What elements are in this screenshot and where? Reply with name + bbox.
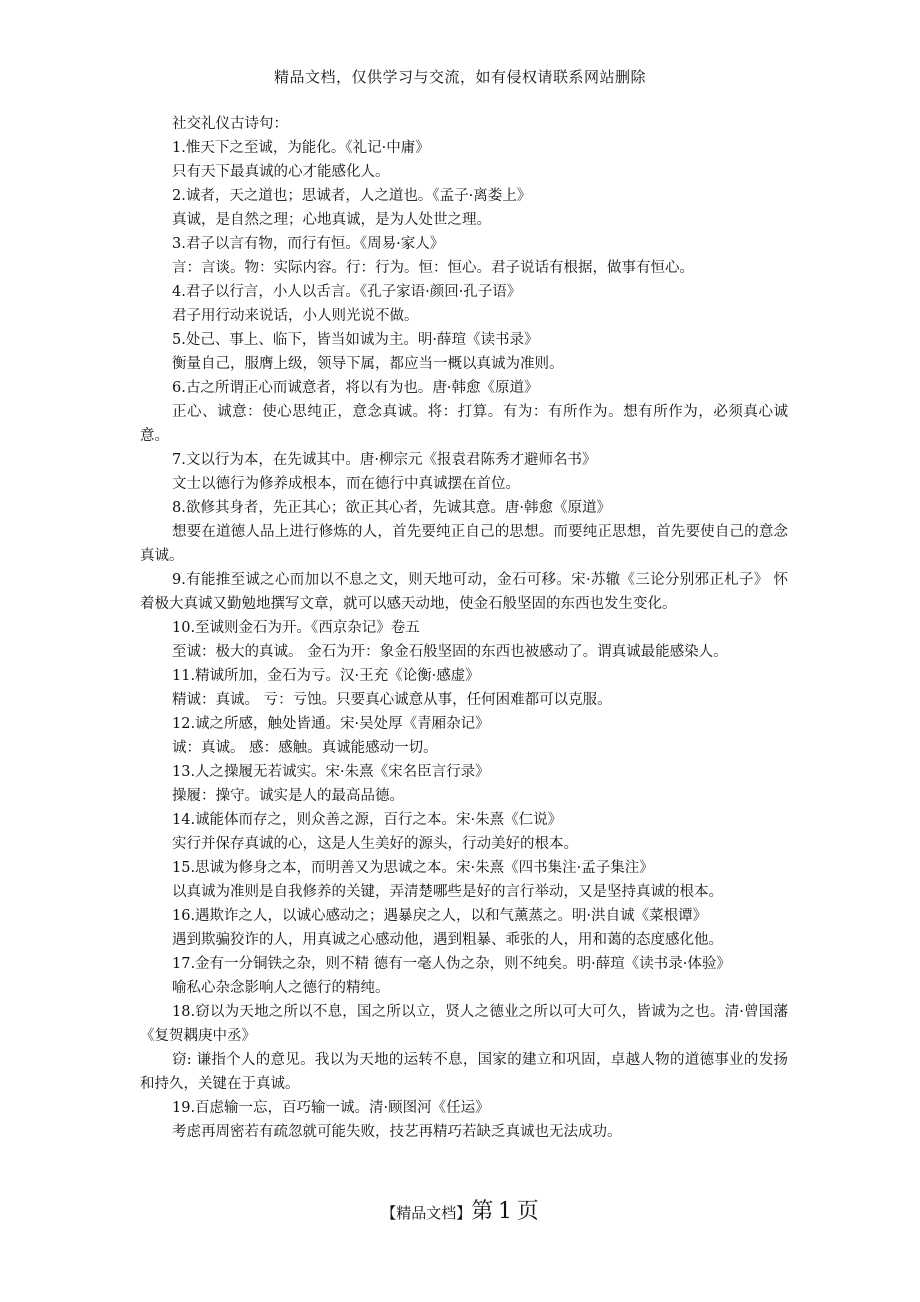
page-footer xyxy=(0,1194,920,1225)
quote-line: 11.精诚所加，金石为亏。汉·王充《论衡·感虚》 xyxy=(172,668,480,684)
quote-line: 8.欲修其身者，先正其心；欲正其心者，先诚其意。唐·韩愈《原道》 xyxy=(172,500,611,516)
explanation-line: 君子用行动来说话，小人则光说不做。 xyxy=(172,308,419,324)
quote-line: 16.遇欺诈之人，以诚心感动之；遇暴戾之人，以和气薰蒸之。明·洪自诚《菜根谭》 xyxy=(172,908,708,924)
explanation-line: 以真诚为准则是自我修养的关键，弄清楚哪些是好的言行举动，又是坚持真诚的根本。 xyxy=(172,884,723,900)
footer-label: 【精品文档】 xyxy=(381,1204,472,1222)
quote-line: 19.百虑输一忘，百巧输一诚。清·顾图河《任运》 xyxy=(172,1100,490,1116)
explanation-line: 文士以德行为修养成根本，而在德行中真诚摆在首位。 xyxy=(172,476,520,492)
explanation-line: 喻私心杂念影响人之德行的精纯。 xyxy=(172,980,390,996)
explanation-line: 遇到欺骗狡诈的人，用真诚之心感动他，遇到粗暴、乖张的人，用和蔼的态度感化他。 xyxy=(172,932,723,948)
page-header-watermark: 精品文档，仅供学习与交流，如有侵权请联系网站删除 xyxy=(273,68,646,86)
explanation-line: 至诚：极大的真诚。 金石为开：象金石般坚固的东西也被感动了。谓真诚最能感染人。 xyxy=(172,644,728,660)
explanation-line: 真诚，是自然之理；心地真诚，是为人处世之理。 xyxy=(172,212,491,228)
quote-paragraph: 9.有能推至诚之心而加以不息之文，则天地可动，金石可移。宋·苏辙《三论分别邪正札子》 怀着极大真诚又勤勉地撰写文章，就可以感天动地，使金石般坚固的东西也发生变化。 xyxy=(140,572,788,612)
quote-paragraph: 18.窃以为天地之所以不息，国之所以立，贤人之德业之所以可大可久，皆诚为之也。清·曾国藩《复贺耦庚中丞》 xyxy=(140,1004,788,1044)
quote-line: 12.诚之所感，触处皆通。宋·吴处厚《青厢杂记》 xyxy=(172,716,490,732)
explanation-paragraph: 正心、诚意：使心思纯正，意念真诚。将：打算。有为：有所作为。想有所作为，必须真心诚意。 xyxy=(140,404,788,444)
quote-line: 5.处己、事上、临下，皆当如诚为主。明·薛瑄《读书录》 xyxy=(172,332,539,348)
quote-line: 4.君子以行言，小人以舌言。《孔子家语·颜回·孔子语》 xyxy=(172,284,522,300)
quote-line: 13.人之操履无若诚实。宋·朱熹《宋名臣言行录》 xyxy=(172,764,490,780)
explanation-line: 操履：操守。诚实是人的最高品德。 xyxy=(172,788,404,804)
quote-line: 10.至诚则金石为开。《西京杂记》卷五 xyxy=(172,620,420,636)
page-suffix: 页 xyxy=(516,1199,539,1224)
quote-line: 3.君子以言有物，而行有恒。《周易·家人》 xyxy=(172,236,445,252)
quote-line: 7.文以行为本，在先诚其中。唐·柳宗元《报袁君陈秀才避师名书》 xyxy=(172,452,597,468)
explanation-line: 实行并保存真诚的心，这是人生美好的源头，行动美好的根本。 xyxy=(172,836,578,852)
quote-line: 17.金有一分铜铁之杂，则不精 德有一毫人伪之杂，则不纯矣。明·薛瑄《读书录·体验》 xyxy=(172,956,731,972)
quote-line: 15.思诚为修身之本，而明善又为思诚之本。宋·朱熹《四书集注·孟子集注》 xyxy=(172,860,654,876)
explanation-line: 衡量自己，服膺上级，领导下属，都应当一概以真诚为准则。 xyxy=(172,356,564,372)
quote-line: 1.惟天下之至诚，为能化。《礼记·中庸》 xyxy=(172,140,430,156)
quote-line: 14.诚能体而存之，则众善之源，百行之本。宋·朱熹《仁说》 xyxy=(172,812,563,828)
explanation-line: 考虑再周密若有疏忽就可能失败，技艺再精巧若缺乏真诚也无法成功。 xyxy=(172,1124,622,1140)
page-number: 1 xyxy=(498,1199,512,1224)
explanation-line: 言：言谈。物：实际内容。行：行为。恒：恒心。君子说话有根据，做事有恒心。 xyxy=(172,260,694,276)
explanation-line: 诚：真诚。 感：感触。真诚能感动一切。 xyxy=(172,740,438,756)
document-title: 社交礼仪古诗句： xyxy=(172,116,288,132)
page-prefix: 第 xyxy=(471,1199,494,1224)
explanation-line: 精诚：真诚。 亏：亏蚀。只要真心诚意从事，任何困难都可以克服。 xyxy=(172,692,612,708)
quote-line: 2.诚者，天之道也；思诚者，人之道也。《孟子·离娄上》 xyxy=(172,188,532,204)
document-body xyxy=(140,112,788,1144)
explanation-paragraph: 窃: 谦指个人的意见。我以为天地的运转不息，国家的建立和巩固，卓越人物的道德事业的发扬和持久，关键在于真诚。 xyxy=(140,1052,788,1092)
explanation-line: 只有天下最真诚的心才能感化人。 xyxy=(172,164,390,180)
explanation-paragraph: 想要在道德人品上进行修炼的人，首先要纯正自己的思想。而要纯正思想，首先要使自己的意念真诚。 xyxy=(140,524,788,564)
quote-line: 6.古之所谓正心而诚意者，将以有为也。唐·韩愈《原道》 xyxy=(172,380,539,396)
